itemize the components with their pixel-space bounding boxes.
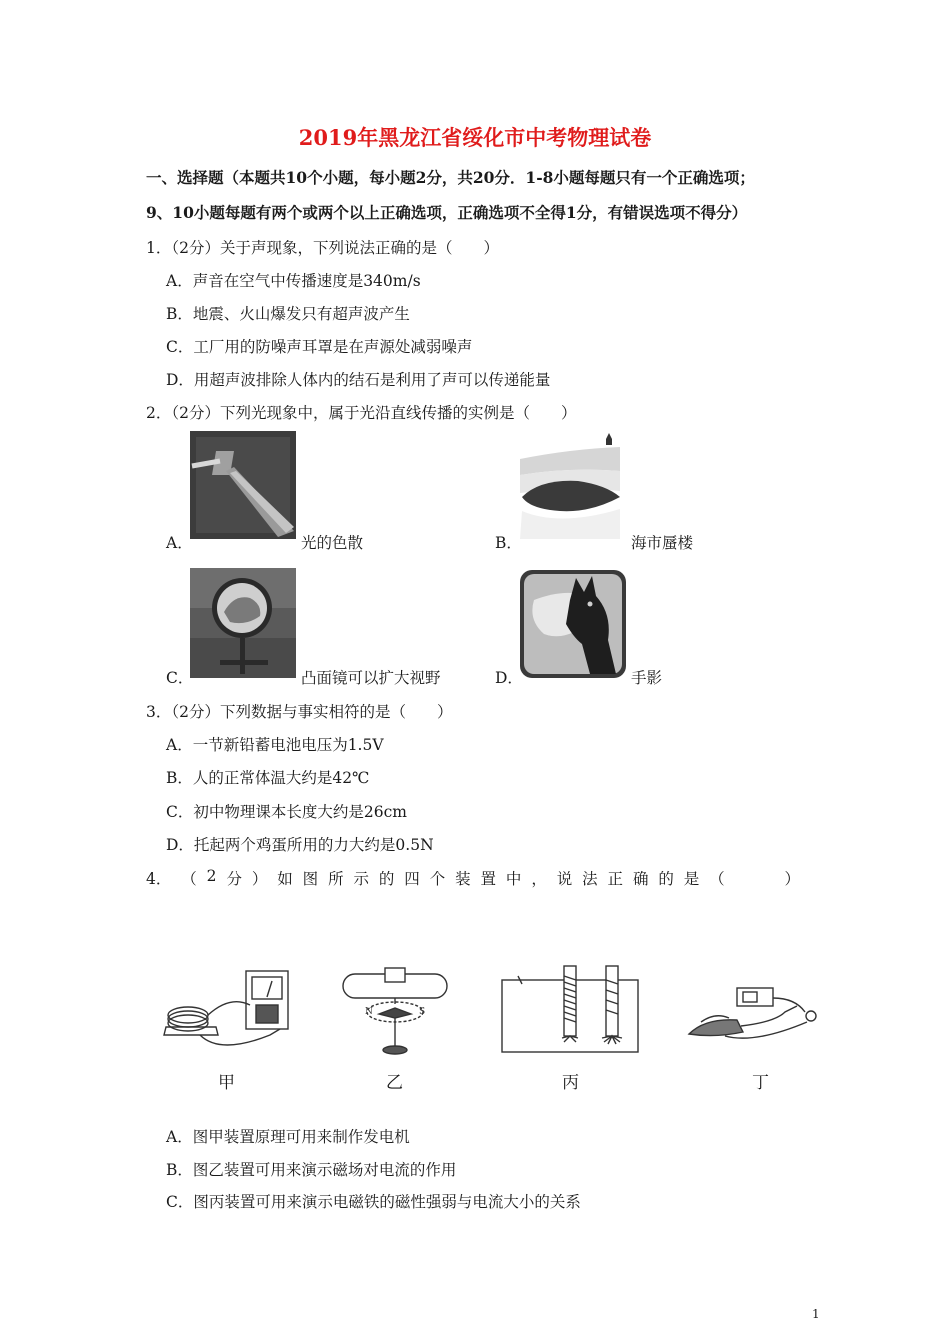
question-1-option-b: B．地震、火山爆发只有超声波产生	[166, 305, 410, 323]
question-2-option-a-caption: 光的色散	[301, 534, 364, 552]
device-label-yi: 乙	[386, 1073, 403, 1093]
question-1-option-d: D．用超声波排除人体内的结石是利用了声可以传递能量	[166, 371, 551, 389]
question-3-option-c: C．初中物理课本长度大约是26cm	[166, 803, 407, 821]
question-4-option-b: B．图乙装置可用来演示磁场对电流的作用	[166, 1161, 457, 1179]
question-2-option-b-letter: B．	[495, 534, 522, 552]
question-1-option-a: A．声音在空气中传播速度是340m/s	[166, 272, 421, 290]
question-1-option-c: C．工厂用的防噪声耳罩是在声源处减弱噪声	[166, 338, 473, 356]
question-2-option-c-letter: C．	[166, 669, 194, 687]
svg-text:S: S	[419, 1007, 426, 1017]
question-3-option-a: A．一节新铅蓄电池电压为1.5V	[166, 736, 384, 754]
question-1-stem: 1．（2分）关于声现象，下列说法正确的是（ ）	[146, 239, 499, 257]
image-mirage-photo	[520, 431, 626, 539]
question-3-option-b: B．人的正常体温大约是42℃	[166, 769, 370, 787]
question-4-option-c: C．图丙装置可用来演示电磁铁的磁性强弱与电流大小的关系	[166, 1193, 581, 1211]
device-ding-diagram	[685, 982, 835, 1062]
device-label-ding: 丁	[752, 1073, 769, 1093]
question-2-option-c-caption: 凸面镜可以扩大视野	[301, 669, 441, 687]
section-instructions-line2: 9、10小题每题有两个或两个以上正确选项，正确选项不全得1分，有错误选项不得分）	[146, 203, 748, 222]
page-title: 2019年黑龙江省绥化市中考物理试卷	[298, 125, 652, 150]
question-2-stem: 2．（2分）下列光现象中，属于光沿直线传播的实例是（ ）	[146, 404, 577, 422]
device-jia-diagram	[160, 965, 300, 1060]
svg-text:N: N	[365, 1007, 373, 1017]
section-instructions-line1: 一、选择题（本题共10个小题，每小题2分，共20分．1-8小题每题只有一个正确选项；	[146, 168, 755, 187]
question-2-option-a-letter: A．	[166, 534, 193, 552]
device-label-bing: 丙	[562, 1073, 579, 1093]
page-number: 1	[812, 1307, 820, 1321]
question-2-option-d-letter: D．	[495, 669, 523, 687]
device-bing-diagram	[500, 962, 640, 1062]
image-convex-mirror-photo	[190, 568, 296, 678]
question-3-stem: 3．（2分）下列数据与事实相符的是（ ）	[146, 703, 453, 721]
question-2-option-b-caption: 海市蜃楼	[631, 534, 694, 552]
question-4-stem: 4． （ 2 分 ） 如 图 所 示 的 四 个 装 置 中 ， 说 法 正 确 的 是 （ ）	[146, 867, 800, 888]
image-hand-shadow-photo	[520, 570, 626, 678]
question-4-option-a: A．图甲装置原理可用来制作发电机	[166, 1128, 410, 1146]
device-label-jia: 甲	[218, 1073, 235, 1093]
device-yi-diagram	[335, 962, 455, 1062]
question-2-option-d-caption: 手影	[631, 669, 663, 687]
question-3-option-d: D．托起两个鸡蛋所用的力大约是0.5N	[166, 836, 434, 854]
image-dispersion-photo	[190, 431, 296, 539]
